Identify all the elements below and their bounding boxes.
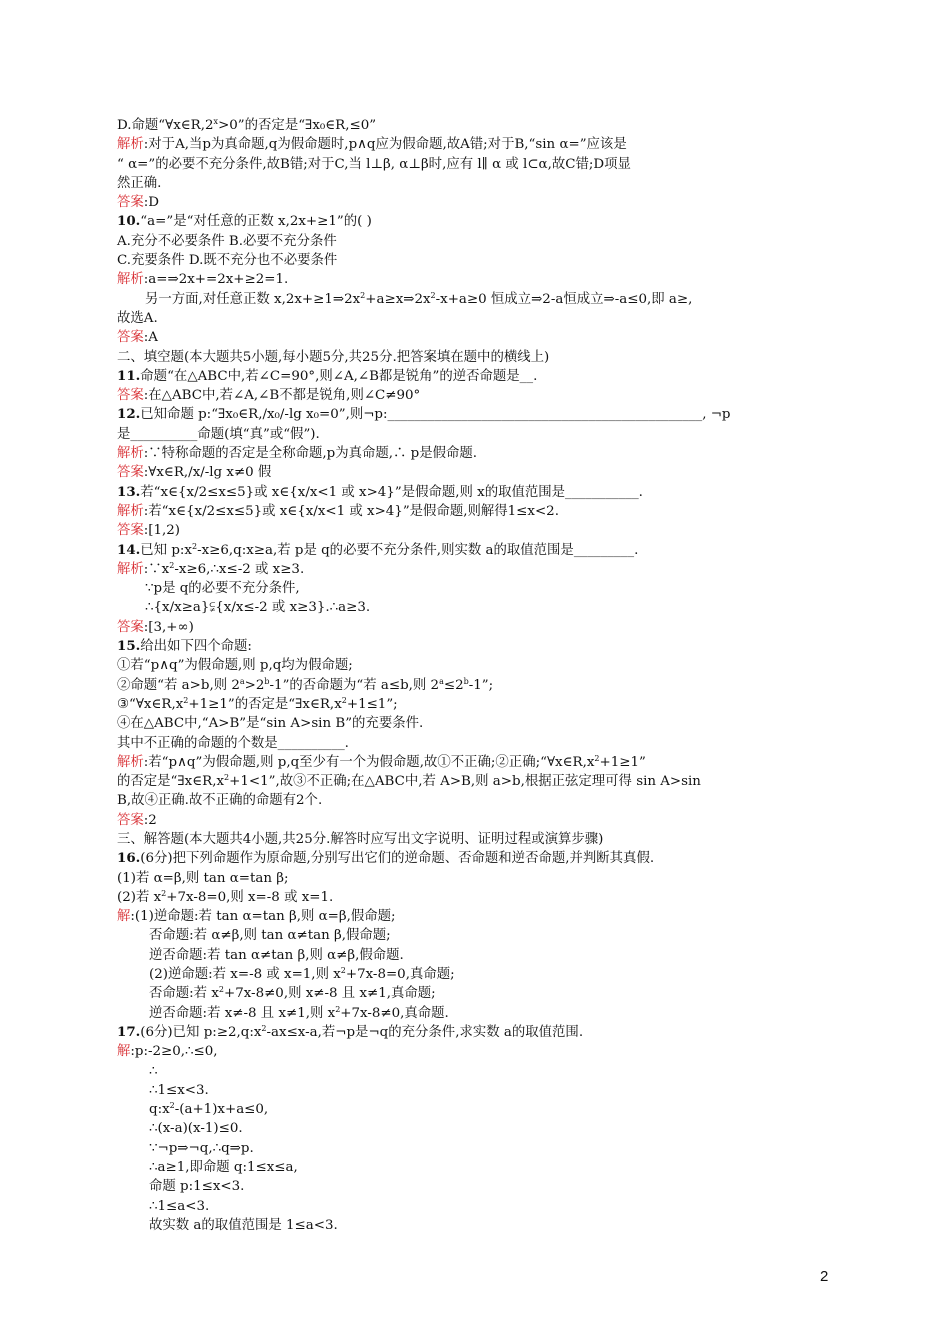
line-text: 2 (218, 985, 224, 995)
line-text: b (463, 676, 469, 686)
text-line (117, 984, 837, 1003)
line-text: (6分)把下列命题作为原命题,分别写出它们的逆命题、否命题和逆否命题,并判断其真假. (140, 851, 655, 867)
line-text: b (264, 676, 270, 686)
text-line (117, 772, 837, 791)
text-line (117, 328, 837, 347)
text-line (117, 425, 837, 444)
line-text: 故实数 a的取值范围是 1≤a<3. (149, 1217, 338, 1233)
line-text: ∴1≤x<3. (149, 1082, 209, 1098)
text-line (117, 521, 837, 540)
line-text: ②命题“若 a>b,则 2 (117, 677, 240, 693)
text-line (117, 386, 837, 405)
line-text: “a=”是“对任意的正数 x,2x+≥1”的( ) (140, 214, 372, 230)
line-text: 2 (340, 966, 346, 976)
text-line (117, 193, 837, 212)
text-line (117, 232, 837, 251)
text-line (117, 1216, 837, 1235)
text-line (117, 656, 837, 675)
text-line (117, 830, 837, 849)
text-line (117, 135, 837, 154)
line-text: 2 (224, 773, 230, 783)
line-text: 命题“在△ABC中,若∠C=90°,则∠A,∠B都是锐角”的逆否命题是__. (140, 368, 538, 384)
text-line (117, 714, 837, 733)
text-line (117, 174, 837, 193)
text-line (117, 695, 837, 714)
answer-label: 答案 (117, 619, 144, 635)
line-text: +7x-8≠0,则 x≠-8 且 x≠1,真命题; (223, 986, 436, 1002)
line-text: :若“x∈{x/2≤x≤5}或 x∈{x/x<1 或 x>4}”是假命题,则解得1≤x<2. (143, 503, 559, 519)
text-line (117, 1081, 837, 1100)
question-number: 11. (117, 367, 141, 384)
answer-label: 答案 (117, 388, 144, 404)
line-text: 2 (169, 560, 175, 570)
text-line (117, 405, 837, 424)
text-line (117, 251, 837, 270)
text-line (117, 946, 837, 965)
question-number: 10. (117, 213, 141, 230)
text-line (117, 1100, 837, 1119)
line-text: :A (143, 330, 158, 346)
line-text: :p:-2≥0,∴≤0, (130, 1044, 218, 1060)
line-text: a (439, 676, 444, 686)
line-text: (2)逆命题:若 x=-8 或 x=1,则 x (149, 967, 341, 983)
text-line (117, 811, 837, 830)
answer-label: 答案 (117, 330, 144, 346)
text-line (117, 637, 837, 656)
answer-label: 解析 (117, 272, 144, 288)
text-line (117, 483, 837, 502)
line-text: a (239, 676, 245, 686)
text-line (117, 1042, 837, 1061)
answer-label: 解析 (117, 754, 144, 770)
answer-label: 答案 (117, 465, 144, 481)
line-text: -(a+1)x+a≤0, (174, 1102, 269, 1118)
line-text: ∴a≥1,即命题 q:1≤x≤a, (149, 1160, 298, 1176)
document-body (117, 116, 837, 1235)
line-text: >0”的否定是“∃x₀∈R,≤0” (218, 118, 377, 133)
text-line (117, 1139, 837, 1158)
line-text: -x≥6,∴x≤-2 或 x≥3. (174, 561, 305, 577)
line-text: +7x-8=0,则 x=-8 或 x=1. (166, 889, 334, 905)
line-text: ④在△ABC中,“A>B”是“sin A>sin B”的充要条件. (117, 716, 424, 732)
line-text: 然正确. (117, 175, 162, 191)
line-text: 三、解答题(本大题共4小题,共25分.解答时应写出文字说明、证明过程或演算步骤) (117, 831, 604, 847)
text-line (117, 1177, 837, 1196)
line-text: +1≤1”; (346, 696, 398, 712)
line-text: 2 (261, 1023, 267, 1033)
line-text: +7x-8=0,真命题; (345, 967, 455, 983)
text-line (117, 290, 837, 309)
line-text: :∵特称命题的否定是全称命题,p为真命题,∴ p是假命题. (143, 446, 478, 462)
text-line (117, 849, 837, 868)
line-text: :若“p∧q”为假命题,则 p,q至少有一个为假命题,故①不正确;②正确;“∀x∈R,x (143, 754, 595, 770)
line-text: 2 (341, 695, 347, 705)
answer-label: 答案 (117, 195, 144, 211)
text-line (117, 1119, 837, 1138)
line-text: 已知 p:x (140, 542, 192, 558)
line-text: +1≥1” (599, 754, 646, 770)
line-text: 已知命题 p:“∃x₀∈R,/x₀/-lg x₀=0”,则¬p:_______________________________________________, ¬p (140, 407, 731, 423)
line-text: 否命题:若 x (149, 986, 219, 1002)
text-line (117, 965, 837, 984)
line-text: 二、填空题(本大题共5小题,每小题5分,共25分.把答案填在题中的横线上) (117, 349, 550, 365)
text-line (117, 618, 837, 637)
line-text: 给出如下四个命题: (140, 639, 252, 655)
line-text: -ax≤x-a,若¬p是¬q的充分条件,求实数 a的取值范围. (266, 1024, 584, 1040)
text-line (117, 1158, 837, 1177)
line-text: -x+a≥0 恒成立⇒2-a恒成立⇒-a≤0,即 a≥, (435, 291, 693, 307)
text-line (117, 598, 837, 617)
line-text: ∴(x-a)(x-1)≤0. (149, 1121, 243, 1137)
line-text: A.充分不必要条件 B.必要不充分条件 (117, 233, 337, 249)
line-text: ∴ (149, 1063, 158, 1079)
line-text: -1”的否命题为“若 a≤b,则 2 (269, 677, 440, 693)
question-number: 17. (117, 1023, 141, 1040)
text-line (117, 579, 837, 598)
text-line (117, 869, 837, 888)
line-text: :对于A,当p为真命题,q为假命题时,p∧q应为假命题,故A错;对于B,“sin α=”应该是 (143, 137, 627, 153)
text-line (117, 212, 837, 231)
question-number: 13. (117, 483, 141, 500)
answer-label: 解 (117, 909, 131, 925)
text-line (117, 367, 837, 386)
line-text: ①若“p∧q”为假命题,则 p,q均为假命题; (117, 658, 353, 674)
text-line (117, 116, 837, 135)
line-text: 逆否命题:若 tan α≠tan β,则 α≠β,假命题. (149, 947, 404, 963)
line-text: (6分)已知 p:≥2,q:x (140, 1024, 262, 1040)
line-text: ∴1≤a<3. (149, 1198, 210, 1214)
question-number: 16. (117, 850, 141, 867)
text-line (117, 734, 837, 753)
line-text: 2 (360, 290, 366, 300)
text-line (117, 676, 837, 695)
text-line (117, 907, 837, 926)
line-text: :D (143, 195, 160, 211)
text-line (117, 1023, 837, 1042)
text-line (117, 348, 837, 367)
line-text: ∵¬p⇒¬q,∴q⇒p. (149, 1140, 254, 1156)
line-text: 2 (335, 1004, 341, 1014)
text-line (117, 1004, 837, 1023)
answer-label: 解 (117, 1044, 131, 1060)
line-text: 2 (191, 541, 198, 551)
text-line (117, 1197, 837, 1216)
question-number: 15. (117, 638, 141, 655)
line-text: “ α=”的必要不充分条件,故B错;对于C,当 l⊥β, α⊥β时,应有 l∥ α 或 l⊂α,故C错;D项显 (117, 156, 631, 172)
line-text: +a≥x⇒2x (365, 291, 431, 307)
line-text: :∀x∈R,/x/-lg x≠0 假 (143, 465, 272, 481)
line-text: q:x (149, 1102, 170, 1118)
line-text: 2 (161, 888, 167, 898)
answer-label: 解析 (117, 561, 144, 577)
answer-label: 解析 (117, 503, 144, 519)
line-text: :(1)逆命题:若 tan α=tan β,则 α=β,假命题; (130, 909, 396, 925)
question-number: 14. (117, 541, 141, 558)
line-text: :在△ABC中,若∠A,∠B不都是锐角,则∠C≠90° (143, 388, 421, 404)
text-line (117, 155, 837, 174)
line-text: ③“∀x∈R,x (117, 696, 184, 712)
line-text: x (213, 117, 219, 126)
line-text: -x≥6,q:x≥a,若 p是 q的必要不充分条件,则实数 a的取值范围是_________. (197, 542, 639, 558)
line-text: +7x-8≠0,真命题. (340, 1005, 449, 1021)
line-text: -1”; (468, 677, 494, 693)
line-text: :a=⇒2x+=2x+≥2=1. (143, 272, 289, 288)
text-line (117, 753, 837, 772)
answer-label: 解析 (117, 137, 144, 153)
line-text: ∴{x/x≥a}⫋{x/x≤-2 或 x≥3}.∴a≥3. (145, 600, 371, 616)
line-text: 其中不正确的命题的个数是__________. (117, 735, 349, 751)
line-text: 故选A. (117, 310, 158, 326)
line-text: 2 (594, 753, 600, 763)
line-text: 另一方面,对任意正数 x,2x+≥1⇒2x (145, 291, 361, 307)
line-text: B,故④正确.故不正确的命题有2个. (117, 793, 323, 809)
line-text: 命题 p:1≤x<3. (149, 1179, 245, 1195)
line-text: :2 (143, 812, 157, 828)
line-text: 若“x∈{x/2≤x≤5}或 x∈{x/x<1 或 x>4}”是假命题,则 x的取值范围是___________. (140, 484, 643, 500)
text-line (117, 463, 837, 482)
line-text: (1)若 α=β,则 tan α=tan β; (117, 870, 289, 886)
question-number: 12. (117, 406, 141, 423)
text-line (117, 791, 837, 810)
page-number: 2 (820, 1268, 829, 1285)
line-text: (2)若 x (117, 889, 162, 905)
line-text: ∵p是 q的必要不充分条件, (145, 581, 300, 597)
text-line (117, 444, 837, 463)
text-line (117, 541, 837, 560)
answer-label: 答案 (117, 812, 144, 828)
line-text: C.充要条件 D.既不充分也不必要条件 (117, 253, 338, 269)
line-text: :[3,+∞) (143, 619, 194, 635)
text-line (117, 560, 837, 579)
line-text: D.命题“∀x∈R,2 (117, 118, 214, 133)
text-line (117, 309, 837, 328)
line-text: 否命题:若 α≠β,则 tan α≠tan β,假命题; (149, 928, 391, 944)
line-text: 2 (430, 290, 436, 300)
line-text: >2 (244, 677, 265, 693)
line-text: 2 (183, 695, 189, 705)
line-text: 逆否命题:若 x≠-8 且 x≠1,则 x (149, 1005, 336, 1021)
line-text: 2 (169, 1101, 175, 1111)
line-text: +1≥1”的否定是“∃x∈R,x (188, 696, 342, 712)
text-line (117, 1062, 837, 1081)
line-text: :∵x (143, 561, 170, 577)
text-line (117, 502, 837, 521)
answer-label: 答案 (117, 523, 144, 539)
line-text: 的否定是“∃x∈R,x (117, 774, 225, 790)
text-line (117, 926, 837, 945)
line-text: 是__________命题(填“真”或“假”). (117, 426, 320, 442)
answer-label: 解析 (117, 446, 144, 462)
text-line (117, 270, 837, 289)
line-text: :[1,2) (143, 523, 181, 539)
line-text: +1<1”,故③不正确;在△ABC中,若 A>B,则 a>b,根据正弦定理可得 sin A>sin (229, 774, 701, 790)
text-line (117, 888, 837, 907)
line-text: ≤2 (443, 677, 464, 693)
